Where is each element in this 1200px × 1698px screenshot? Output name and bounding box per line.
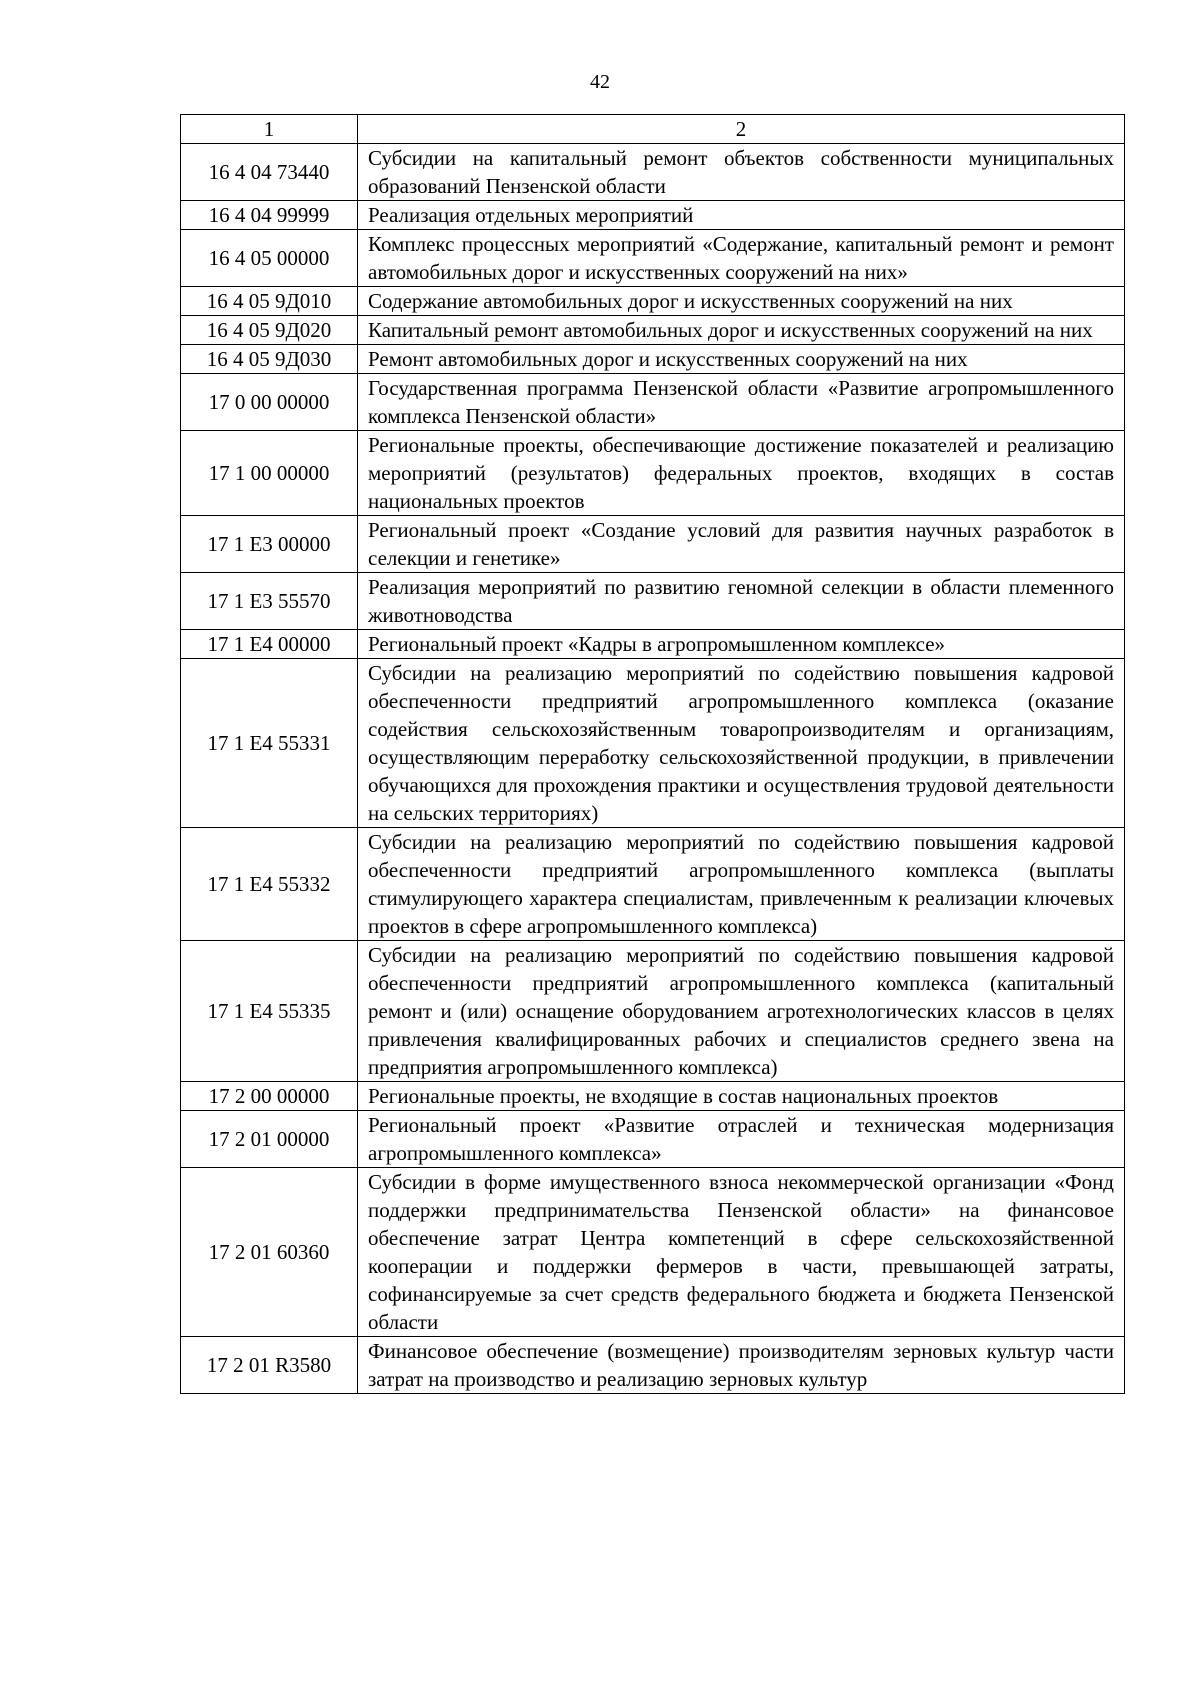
row-description: Региональные проекты, не входящие в состав национальных проектов	[358, 1082, 1125, 1111]
row-code: 17 2 01 00000	[181, 1111, 358, 1168]
table-row	[181, 316, 1125, 345]
row-code: 16 4 04 99999	[181, 201, 358, 230]
table-row	[181, 1168, 1125, 1337]
row-code: 16 4 05 00000	[181, 230, 358, 287]
table-row	[181, 1111, 1125, 1168]
table-row	[181, 374, 1125, 431]
row-description: Комплекс процессных мероприятий «Содержание, капитальный ремонт и ремонт автомобильных дорог и искусственных сооружений на них»	[358, 230, 1125, 287]
row-code: 16 4 05 9Д030	[181, 345, 358, 374]
table-row	[181, 230, 1125, 287]
column-header-code: 1	[181, 115, 358, 144]
row-description: Капитальный ремонт автомобильных дорог и искусственных сооружений на них	[358, 316, 1125, 345]
row-description: Государственная программа Пензенской области «Развитие агропромышленного комплекса Пензенской области»	[358, 374, 1125, 431]
column-header-description: 2	[358, 115, 1125, 144]
row-description: Региональный проект «Кадры в агропромышленном комплексе»	[358, 630, 1125, 659]
table-row	[181, 516, 1125, 573]
row-code: 17 1 Е4 00000	[181, 630, 358, 659]
row-code: 17 2 01 60360	[181, 1168, 358, 1337]
row-code: 17 0 00 00000	[181, 374, 358, 431]
row-description: Финансовое обеспечение (возмещение) производителям зерновых культур части затрат на производство и реализацию зерновых культур	[358, 1337, 1125, 1394]
row-code: 17 1 Е3 55570	[181, 573, 358, 630]
row-code: 17 1 Е4 55332	[181, 828, 358, 941]
row-code: 17 1 Е4 55331	[181, 659, 358, 828]
row-description: Реализация отдельных мероприятий	[358, 201, 1125, 230]
row-description: Субсидии на реализацию мероприятий по содействию повышения кадровой обеспеченности предприятий агропромышленного комплекса (выплаты стимулирующего характера специалистам, привлеченным к реализации ключевых проектов в сфере агропромышленного комплекса)	[358, 828, 1125, 941]
table-row	[181, 1337, 1125, 1394]
row-code: 16 4 04 73440	[181, 144, 358, 201]
row-description: Субсидии на капитальный ремонт объектов собственности муниципальных образований Пензенской области	[358, 144, 1125, 201]
row-code: 17 1 Е3 00000	[181, 516, 358, 573]
row-code: 17 2 00 00000	[181, 1082, 358, 1111]
row-description: Ремонт автомобильных дорог и искусственных сооружений на них	[358, 345, 1125, 374]
table-row	[181, 144, 1125, 201]
row-code: 16 4 05 9Д010	[181, 287, 358, 316]
table-row	[181, 201, 1125, 230]
table-row	[181, 630, 1125, 659]
row-description: Реализация мероприятий по развитию геномной селекции в области племенного животноводства	[358, 573, 1125, 630]
table-header-row	[181, 115, 1125, 144]
row-description: Субсидии на реализацию мероприятий по содействию повышения кадровой обеспеченности предприятий агропромышленного комплекса (капитальный ремонт и (или) оснащение оборудованием агротехнологических классов в целях привлечения квалифицированных рабочих и специалистов среднего звена на предприятия агропромышленного комплекса)	[358, 941, 1125, 1082]
row-code: 17 2 01 R3580	[181, 1337, 358, 1394]
table-row	[181, 287, 1125, 316]
table-row	[181, 573, 1125, 630]
row-description: Субсидии в форме имущественного взноса некоммерческой организации «Фонд поддержки предпринимательства Пензенской области» на финансовое обеспечение затрат Центра компетенций в сфере сельскохозяйственной кооперации и поддержки фермеров в части, превышающей затраты, софинансируемые за счет средств федерального бюджета и бюджета Пензенской области	[358, 1168, 1125, 1337]
row-description: Региональные проекты, обеспечивающие достижение показателей и реализацию мероприятий (результатов) федеральных проектов, входящих в состав национальных проектов	[358, 431, 1125, 516]
page-number: 42	[590, 71, 610, 93]
table-row	[181, 431, 1125, 516]
table-row	[181, 1082, 1125, 1111]
budget-classification-table	[180, 114, 1125, 1394]
row-description: Региональный проект «Создание условий для развития научных разработок в селекции и генетике»	[358, 516, 1125, 573]
table-row	[181, 345, 1125, 374]
table-row	[181, 659, 1125, 828]
row-description: Содержание автомобильных дорог и искусственных сооружений на них	[358, 287, 1125, 316]
table-row	[181, 828, 1125, 941]
row-code: 17 1 00 00000	[181, 431, 358, 516]
table-row	[181, 941, 1125, 1082]
row-code: 17 1 Е4 55335	[181, 941, 358, 1082]
row-code: 16 4 05 9Д020	[181, 316, 358, 345]
row-description: Региональный проект «Развитие отраслей и техническая модернизация агропромышленного комплекса»	[358, 1111, 1125, 1168]
row-description: Субсидии на реализацию мероприятий по содействию повышения кадровой обеспеченности предприятий агропромышленного комплекса (оказание содействия сельскохозяйственным товаропроизводителям и организациям, осуществляющим переработку сельскохозяйственной продукции, в привлечении обучающихся для прохождения практики и осуществления трудовой деятельности на сельских территориях)	[358, 659, 1125, 828]
